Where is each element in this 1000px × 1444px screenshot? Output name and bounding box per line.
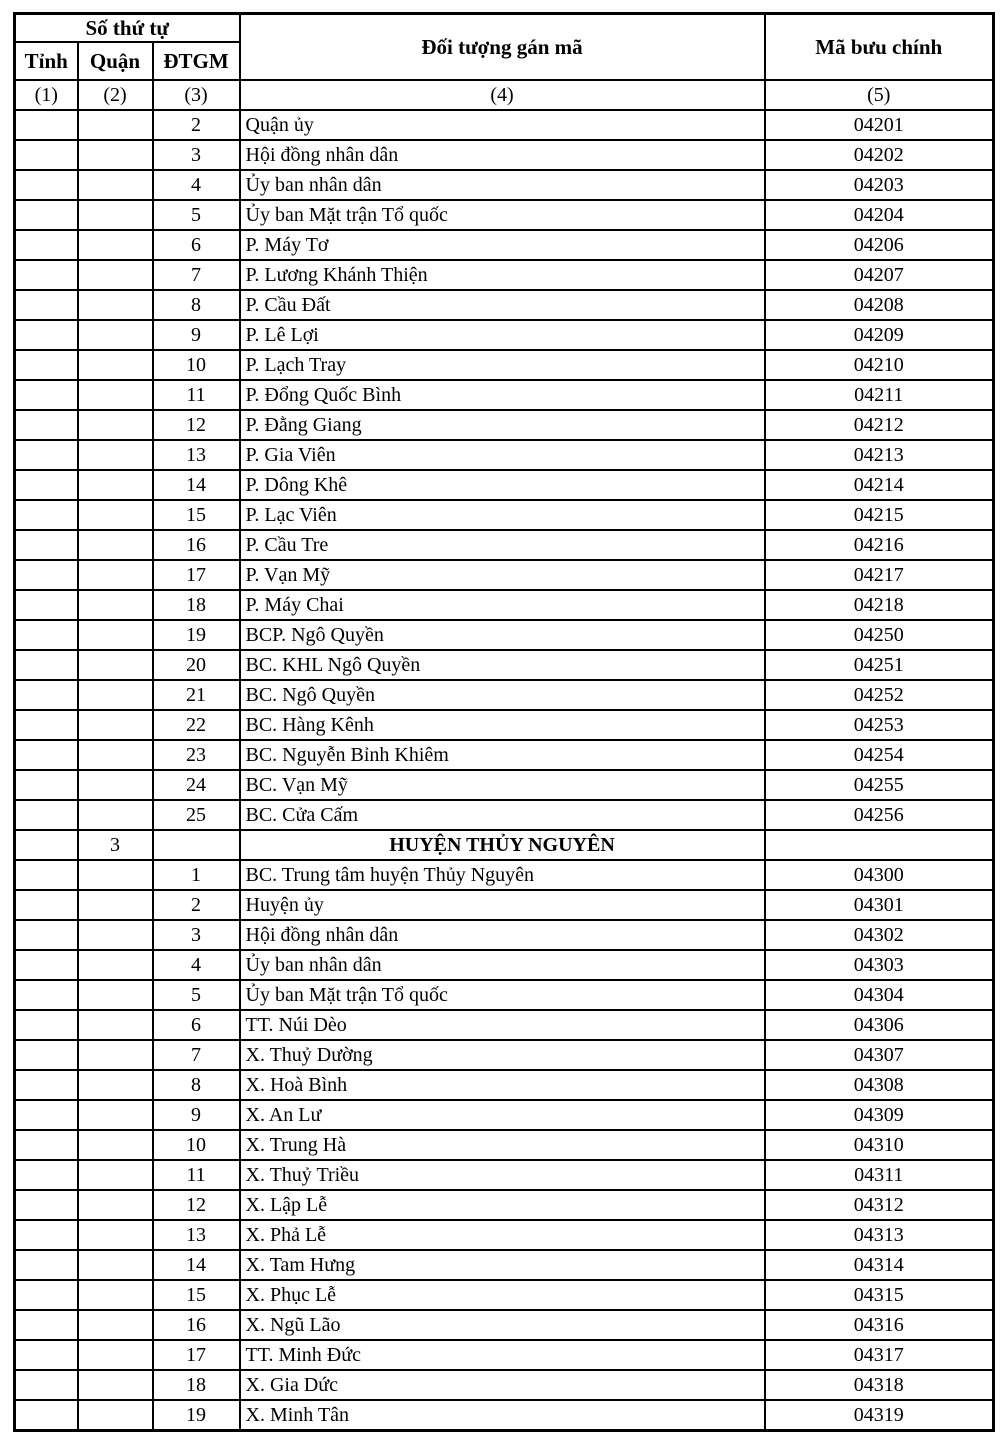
cell-dtgm: 19 — [153, 620, 240, 650]
cell-object: Hội đồng nhân dân — [240, 920, 765, 950]
cell-tinh — [15, 290, 78, 320]
table-row — [15, 1250, 994, 1280]
table-row — [15, 890, 994, 920]
cell-object: X. Thuỷ Triều — [240, 1160, 765, 1190]
cell-dtgm: 19 — [153, 1400, 240, 1431]
cell-dtgm: 12 — [153, 1190, 240, 1220]
cell-tinh — [15, 200, 78, 230]
cell-dtgm: 9 — [153, 1100, 240, 1130]
cell-dtgm: 4 — [153, 170, 240, 200]
cell-object: P. Cầu Đất — [240, 290, 765, 320]
cell-postal-code: 04316 — [765, 1310, 994, 1340]
cell-postal-code: 04311 — [765, 1160, 994, 1190]
cell-tinh — [15, 890, 78, 920]
cell-tinh — [15, 1340, 78, 1370]
cell-postal-code: 04302 — [765, 920, 994, 950]
cell-dtgm: 24 — [153, 770, 240, 800]
cell-object: P. Lương Khánh Thiện — [240, 260, 765, 290]
postal-code-table — [13, 12, 995, 1432]
cell-object: P. Lạc Viên — [240, 500, 765, 530]
cell-postal-code: 04203 — [765, 170, 994, 200]
table-row — [15, 560, 994, 590]
header-index-2: (2) — [78, 80, 153, 110]
cell-postal-code: 04218 — [765, 590, 994, 620]
cell-object: Hội đồng nhân dân — [240, 140, 765, 170]
cell-postal-code: 04313 — [765, 1220, 994, 1250]
cell-quan — [78, 170, 153, 200]
cell-dtgm: 14 — [153, 470, 240, 500]
cell-tinh — [15, 1010, 78, 1040]
cell-tinh — [15, 380, 78, 410]
cell-postal-code: 04217 — [765, 560, 994, 590]
header-quan: Quận — [78, 42, 153, 80]
cell-tinh — [15, 1160, 78, 1190]
header-ma-buu-chinh: Mã bưu chính — [765, 14, 994, 81]
cell-dtgm: 23 — [153, 740, 240, 770]
cell-postal-code: 04215 — [765, 500, 994, 530]
cell-quan — [78, 1130, 153, 1160]
cell-tinh — [15, 230, 78, 260]
cell-postal-code: 04312 — [765, 1190, 994, 1220]
cell-dtgm: 15 — [153, 500, 240, 530]
cell-dtgm: 18 — [153, 1370, 240, 1400]
cell-tinh — [15, 470, 78, 500]
cell-postal-code: 04201 — [765, 110, 994, 140]
cell-dtgm: 16 — [153, 1310, 240, 1340]
table-row — [15, 260, 994, 290]
table-row — [15, 500, 994, 530]
cell-tinh — [15, 560, 78, 590]
cell-object: X. Phả Lễ — [240, 1220, 765, 1250]
cell-quan — [78, 890, 153, 920]
cell-tinh — [15, 1250, 78, 1280]
cell-postal-code — [765, 830, 994, 860]
cell-object: P. Cầu Tre — [240, 530, 765, 560]
table-row — [15, 650, 994, 680]
cell-postal-code: 04206 — [765, 230, 994, 260]
table-row — [15, 950, 994, 980]
cell-object: P. Dông Khê — [240, 470, 765, 500]
cell-object: BCP. Ngô Quyền — [240, 620, 765, 650]
cell-postal-code: 04208 — [765, 290, 994, 320]
table-row — [15, 1310, 994, 1340]
cell-tinh — [15, 260, 78, 290]
cell-postal-code: 04209 — [765, 320, 994, 350]
cell-object: BC. Nguyễn Bỉnh Khiêm — [240, 740, 765, 770]
cell-object: Ủy ban Mặt trận Tổ quốc — [240, 200, 765, 230]
cell-quan — [78, 1010, 153, 1040]
table-row — [15, 590, 994, 620]
cell-quan — [78, 770, 153, 800]
cell-tinh — [15, 1130, 78, 1160]
cell-tinh — [15, 530, 78, 560]
cell-tinh — [15, 650, 78, 680]
cell-dtgm: 10 — [153, 1130, 240, 1160]
cell-tinh — [15, 980, 78, 1010]
cell-tinh — [15, 830, 78, 860]
table-row — [15, 710, 994, 740]
cell-quan — [78, 230, 153, 260]
cell-dtgm: 5 — [153, 980, 240, 1010]
header-group-row — [15, 14, 994, 43]
table-row — [15, 980, 994, 1010]
cell-object: P. Lạch Tray — [240, 350, 765, 380]
header-index-3: (3) — [153, 80, 240, 110]
cell-dtgm: 7 — [153, 1040, 240, 1070]
cell-quan — [78, 200, 153, 230]
cell-object: Huyện ủy — [240, 890, 765, 920]
cell-postal-code: 04253 — [765, 710, 994, 740]
cell-postal-code: 04306 — [765, 1010, 994, 1040]
cell-tinh — [15, 620, 78, 650]
cell-object: TT. Núi Dèo — [240, 1010, 765, 1040]
cell-tinh — [15, 140, 78, 170]
cell-object: BC. Ngô Quyền — [240, 680, 765, 710]
cell-quan — [78, 1100, 153, 1130]
cell-quan — [78, 740, 153, 770]
cell-postal-code: 04309 — [765, 1100, 994, 1130]
table-row — [15, 800, 994, 830]
cell-quan — [78, 920, 153, 950]
cell-dtgm: 8 — [153, 1070, 240, 1100]
cell-object: X. An Lư — [240, 1100, 765, 1130]
cell-object: X. Ngũ Lão — [240, 1310, 765, 1340]
cell-object: X. Trung Hà — [240, 1130, 765, 1160]
header-tinh: Tỉnh — [15, 42, 78, 80]
cell-dtgm: 1 — [153, 860, 240, 890]
cell-quan — [78, 1310, 153, 1340]
header-dtgm: ĐTGM — [153, 42, 240, 80]
cell-quan — [78, 1160, 153, 1190]
cell-object: P. Gia Viên — [240, 440, 765, 470]
cell-postal-code: 04307 — [765, 1040, 994, 1070]
cell-tinh — [15, 1370, 78, 1400]
cell-tinh — [15, 770, 78, 800]
table-row — [15, 140, 994, 170]
cell-quan — [78, 290, 153, 320]
header-index-row — [15, 80, 994, 110]
cell-postal-code: 04314 — [765, 1250, 994, 1280]
cell-tinh — [15, 800, 78, 830]
cell-postal-code: 04251 — [765, 650, 994, 680]
cell-tinh — [15, 320, 78, 350]
cell-quan — [78, 140, 153, 170]
cell-object: P. Máy Chai — [240, 590, 765, 620]
cell-postal-code: 04212 — [765, 410, 994, 440]
cell-quan — [78, 260, 153, 290]
cell-dtgm: 3 — [153, 920, 240, 950]
cell-postal-code: 04204 — [765, 200, 994, 230]
cell-postal-code: 04252 — [765, 680, 994, 710]
cell-quan — [78, 950, 153, 980]
cell-quan — [78, 1220, 153, 1250]
cell-tinh — [15, 350, 78, 380]
cell-quan: 3 — [78, 830, 153, 860]
cell-postal-code: 04308 — [765, 1070, 994, 1100]
cell-object: Quận ủy — [240, 110, 765, 140]
cell-dtgm: 17 — [153, 1340, 240, 1370]
cell-quan — [78, 620, 153, 650]
cell-object: Ủy ban nhân dân — [240, 950, 765, 980]
cell-postal-code: 04319 — [765, 1400, 994, 1431]
cell-postal-code: 04303 — [765, 950, 994, 980]
table-row — [15, 1370, 994, 1400]
cell-quan — [78, 650, 153, 680]
cell-object: Ủy ban nhân dân — [240, 170, 765, 200]
cell-object: X. Phục Lễ — [240, 1280, 765, 1310]
table-row — [15, 350, 994, 380]
header-index-4: (4) — [240, 80, 765, 110]
table-row — [15, 290, 994, 320]
cell-object: P. Lê Lợi — [240, 320, 765, 350]
cell-quan — [78, 110, 153, 140]
cell-dtgm: 16 — [153, 530, 240, 560]
table-row — [15, 740, 994, 770]
cell-tinh — [15, 1280, 78, 1310]
cell-dtgm: 2 — [153, 110, 240, 140]
cell-postal-code: 04300 — [765, 860, 994, 890]
cell-dtgm: 13 — [153, 440, 240, 470]
table-row — [15, 860, 994, 890]
cell-dtgm: 14 — [153, 1250, 240, 1280]
cell-object: X. Gia Dức — [240, 1370, 765, 1400]
table-row — [15, 1160, 994, 1190]
cell-tinh — [15, 170, 78, 200]
cell-object: BC. KHL Ngô Quyền — [240, 650, 765, 680]
cell-postal-code: 04250 — [765, 620, 994, 650]
cell-dtgm: 25 — [153, 800, 240, 830]
table-row — [15, 1100, 994, 1130]
table-row — [15, 470, 994, 500]
cell-dtgm: 3 — [153, 140, 240, 170]
cell-postal-code: 04207 — [765, 260, 994, 290]
cell-quan — [78, 710, 153, 740]
table-row — [15, 440, 994, 470]
cell-quan — [78, 350, 153, 380]
cell-quan — [78, 380, 153, 410]
cell-tinh — [15, 1040, 78, 1070]
table-row — [15, 380, 994, 410]
cell-quan — [78, 980, 153, 1010]
cell-object: BC. Vạn Mỹ — [240, 770, 765, 800]
cell-quan — [78, 1400, 153, 1431]
cell-tinh — [15, 1400, 78, 1431]
cell-object: Ủy ban Mặt trận Tổ quốc — [240, 980, 765, 1010]
cell-dtgm: 6 — [153, 1010, 240, 1040]
header-index-1: (1) — [15, 80, 78, 110]
cell-tinh — [15, 590, 78, 620]
cell-quan — [78, 860, 153, 890]
cell-postal-code: 04310 — [765, 1130, 994, 1160]
cell-postal-code: 04318 — [765, 1370, 994, 1400]
cell-quan — [78, 440, 153, 470]
table-row — [15, 1340, 994, 1370]
cell-dtgm: 17 — [153, 560, 240, 590]
section-row — [15, 830, 994, 860]
cell-dtgm: 2 — [153, 890, 240, 920]
cell-tinh — [15, 1070, 78, 1100]
cell-quan — [78, 560, 153, 590]
cell-dtgm: 8 — [153, 290, 240, 320]
cell-quan — [78, 410, 153, 440]
table-row — [15, 170, 994, 200]
cell-dtgm: 22 — [153, 710, 240, 740]
table-row — [15, 200, 994, 230]
cell-tinh — [15, 680, 78, 710]
table-row — [15, 1040, 994, 1070]
cell-dtgm: 4 — [153, 950, 240, 980]
cell-tinh — [15, 1220, 78, 1250]
cell-postal-code: 04301 — [765, 890, 994, 920]
cell-tinh — [15, 710, 78, 740]
cell-quan — [78, 1190, 153, 1220]
cell-dtgm: 11 — [153, 1160, 240, 1190]
cell-object: X. Tam Hưng — [240, 1250, 765, 1280]
cell-dtgm: 5 — [153, 200, 240, 230]
cell-dtgm: 20 — [153, 650, 240, 680]
cell-tinh — [15, 410, 78, 440]
cell-object: BC. Trung tâm huyện Thủy Nguyên — [240, 860, 765, 890]
cell-postal-code: 04304 — [765, 980, 994, 1010]
cell-dtgm: 9 — [153, 320, 240, 350]
cell-dtgm: 12 — [153, 410, 240, 440]
table-row — [15, 1280, 994, 1310]
cell-dtgm: 13 — [153, 1220, 240, 1250]
cell-object: P. Vạn Mỹ — [240, 560, 765, 590]
table-row — [15, 1130, 994, 1160]
cell-quan — [78, 800, 153, 830]
cell-tinh — [15, 950, 78, 980]
cell-tinh — [15, 920, 78, 950]
table-row — [15, 530, 994, 560]
cell-quan — [78, 1280, 153, 1310]
table-body — [15, 110, 994, 1431]
table-header — [15, 14, 994, 111]
cell-dtgm — [153, 830, 240, 860]
cell-quan — [78, 470, 153, 500]
cell-quan — [78, 1370, 153, 1400]
cell-dtgm: 15 — [153, 1280, 240, 1310]
table-row — [15, 770, 994, 800]
cell-dtgm: 10 — [153, 350, 240, 380]
cell-postal-code: 04202 — [765, 140, 994, 170]
table-row — [15, 680, 994, 710]
cell-object: X. Thuỷ Dường — [240, 1040, 765, 1070]
table-row — [15, 1400, 994, 1431]
cell-postal-code: 04214 — [765, 470, 994, 500]
cell-quan — [78, 320, 153, 350]
cell-dtgm: 6 — [153, 230, 240, 260]
cell-quan — [78, 1250, 153, 1280]
cell-postal-code: 04315 — [765, 1280, 994, 1310]
cell-postal-code: 04216 — [765, 530, 994, 560]
cell-quan — [78, 590, 153, 620]
cell-postal-code: 04210 — [765, 350, 994, 380]
cell-postal-code: 04254 — [765, 740, 994, 770]
cell-tinh — [15, 740, 78, 770]
cell-quan — [78, 500, 153, 530]
header-so-thu-tu: Số thứ tự — [15, 14, 240, 43]
cell-object: X. Lập Lễ — [240, 1190, 765, 1220]
table-row — [15, 410, 994, 440]
cell-tinh — [15, 1100, 78, 1130]
cell-object: BC. Hàng Kênh — [240, 710, 765, 740]
cell-quan — [78, 1340, 153, 1370]
header-index-5: (5) — [765, 80, 994, 110]
cell-object: TT. Minh Đức — [240, 1340, 765, 1370]
table-row — [15, 1070, 994, 1100]
cell-tinh — [15, 440, 78, 470]
cell-object: P. Đổng Quốc Bình — [240, 380, 765, 410]
table-row — [15, 230, 994, 260]
cell-quan — [78, 680, 153, 710]
cell-dtgm: 7 — [153, 260, 240, 290]
cell-tinh — [15, 860, 78, 890]
cell-quan — [78, 1070, 153, 1100]
cell-object: HUYỆN THỦY NGUYÊN — [240, 830, 765, 860]
cell-object: P. Đằng Giang — [240, 410, 765, 440]
cell-tinh — [15, 1190, 78, 1220]
cell-object: BC. Cửa Cấm — [240, 800, 765, 830]
cell-object: X. Hoà Bình — [240, 1070, 765, 1100]
header-doi-tuong-gan-ma: Đối tượng gán mã — [240, 14, 765, 81]
cell-dtgm: 21 — [153, 680, 240, 710]
cell-tinh — [15, 110, 78, 140]
cell-quan — [78, 1040, 153, 1070]
table-row — [15, 320, 994, 350]
table-row — [15, 620, 994, 650]
cell-postal-code: 04256 — [765, 800, 994, 830]
table-row — [15, 110, 994, 140]
table-row — [15, 1220, 994, 1250]
table-row — [15, 920, 994, 950]
cell-dtgm: 18 — [153, 590, 240, 620]
cell-tinh — [15, 500, 78, 530]
cell-postal-code: 04255 — [765, 770, 994, 800]
table-row — [15, 1010, 994, 1040]
cell-dtgm: 11 — [153, 380, 240, 410]
cell-object: P. Máy Tơ — [240, 230, 765, 260]
table-row — [15, 1190, 994, 1220]
cell-postal-code: 04211 — [765, 380, 994, 410]
cell-postal-code: 04317 — [765, 1340, 994, 1370]
cell-quan — [78, 530, 153, 560]
cell-object: X. Minh Tân — [240, 1400, 765, 1431]
cell-tinh — [15, 1310, 78, 1340]
cell-postal-code: 04213 — [765, 440, 994, 470]
